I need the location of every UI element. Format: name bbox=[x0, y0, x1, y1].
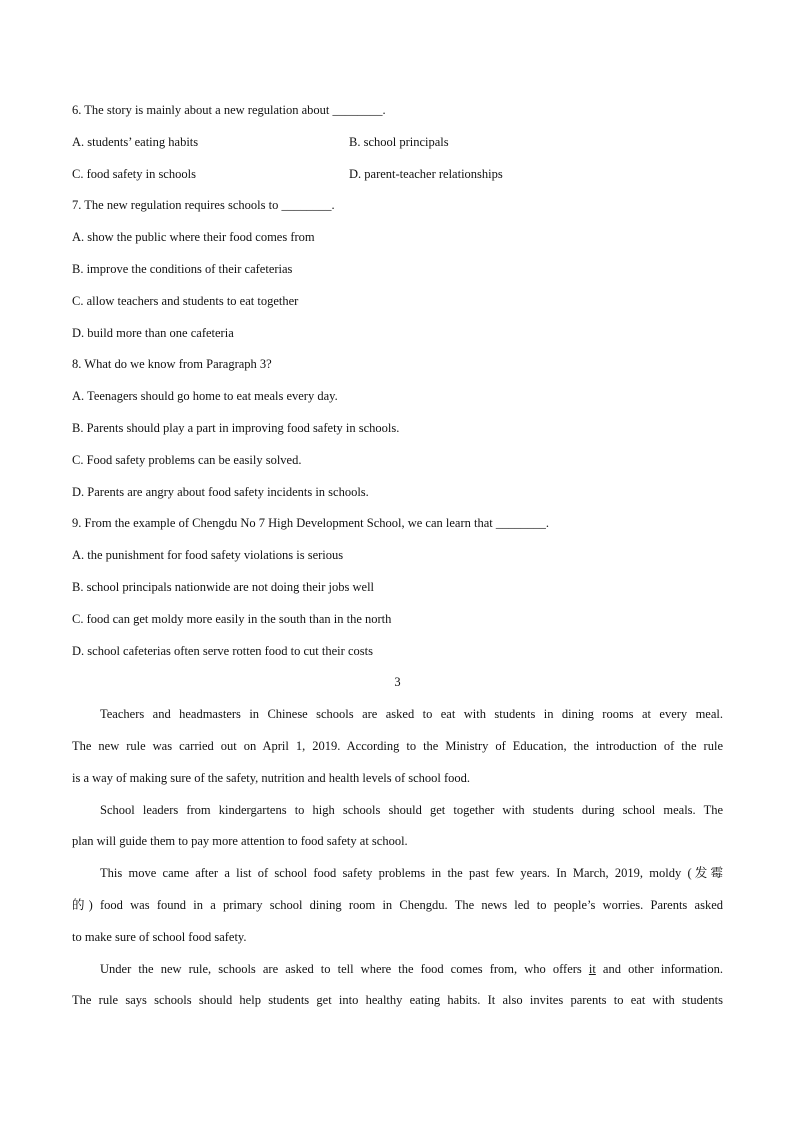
passage-paragraph-4-line-1 bbox=[72, 959, 723, 991]
question-6-options-row-1 bbox=[72, 132, 723, 164]
option-b: B. school principals bbox=[349, 134, 449, 149]
underlined-word: it bbox=[588, 961, 596, 976]
passage-paragraph-3-line-1: This move came after a list of school food safety problems in the past few years. In March, 2019, moldy (发霉 bbox=[100, 866, 723, 881]
option-b: B. improve the conditions of their cafeterias bbox=[72, 261, 293, 276]
passage-paragraph-1-line-1: Teachers and headmasters in Chinese schools are asked to eat with students in dining rooms at every meal. bbox=[100, 707, 723, 722]
option-c: C. Food safety problems can be easily solved. bbox=[72, 452, 302, 467]
option-b: B. school principals nationwide are not doing their jobs well bbox=[72, 579, 375, 594]
passage-paragraph-3-line-2: 的) food was found in a primary school dining room in Chengdu. The news led to people’s worries. Parents asked bbox=[72, 897, 723, 912]
passage-paragraph-3-line-3: to make sure of school food safety. bbox=[72, 929, 247, 944]
option-c: C. food can get moldy more easily in the south than in the north bbox=[72, 611, 392, 626]
passage-paragraph-1-line-3: is a way of making sure of the safety, nutrition and health levels of school food. bbox=[72, 770, 471, 785]
worksheet-page bbox=[72, 100, 723, 1022]
question-7-stem: 7. The new regulation requires schools to ________. bbox=[72, 198, 335, 213]
question-6-options-row-2 bbox=[72, 164, 723, 196]
text-segment: Under the new rule, schools are asked to tell where the food comes from, who offers bbox=[100, 961, 589, 976]
section-number: 3 bbox=[394, 675, 401, 690]
option-a: A. show the public where their food comes from bbox=[72, 230, 315, 245]
option-b: B. Parents should play a part in improving food safety in schools. bbox=[72, 420, 400, 435]
text-segment: and other information. bbox=[595, 961, 723, 976]
passage-paragraph-2-line-2: plan will guide them to pay more attention to food safety at school. bbox=[72, 834, 408, 849]
passage-paragraph-2-line-1: School leaders from kindergartens to high schools should get together with students during school meals. The bbox=[100, 802, 723, 817]
passage-paragraph-1-line-2: The new rule was carried out on April 1, 2019. According to the Ministry of Education, the introduction of the rule bbox=[72, 738, 723, 753]
option-d: D. parent-teacher relationships bbox=[349, 166, 503, 181]
option-c: C. allow teachers and students to eat together bbox=[72, 293, 299, 308]
question-9-stem: 9. From the example of Chengdu No 7 High Development School, we can learn that ________. bbox=[72, 516, 549, 531]
option-a: A. Teenagers should go home to eat meals every day. bbox=[72, 389, 338, 404]
option-a: A. the punishment for food safety violations is serious bbox=[72, 548, 344, 563]
option-a: A. students’ eating habits bbox=[72, 134, 199, 149]
option-c: C. food safety in schools bbox=[72, 166, 196, 181]
passage-paragraph-4-line-2: The rule says schools should help students get into healthy eating habits. It also invites parents to eat with students bbox=[72, 993, 723, 1008]
question-8-stem: 8. What do we know from Paragraph 3? bbox=[72, 357, 272, 372]
option-d: D. school cafeterias often serve rotten food to cut their costs bbox=[72, 643, 373, 658]
question-6-stem: 6. The story is mainly about a new regulation about ________. bbox=[72, 103, 386, 117]
option-d: D. build more than one cafeteria bbox=[72, 325, 234, 340]
option-d: D. Parents are angry about food safety incidents in schools. bbox=[72, 484, 369, 499]
